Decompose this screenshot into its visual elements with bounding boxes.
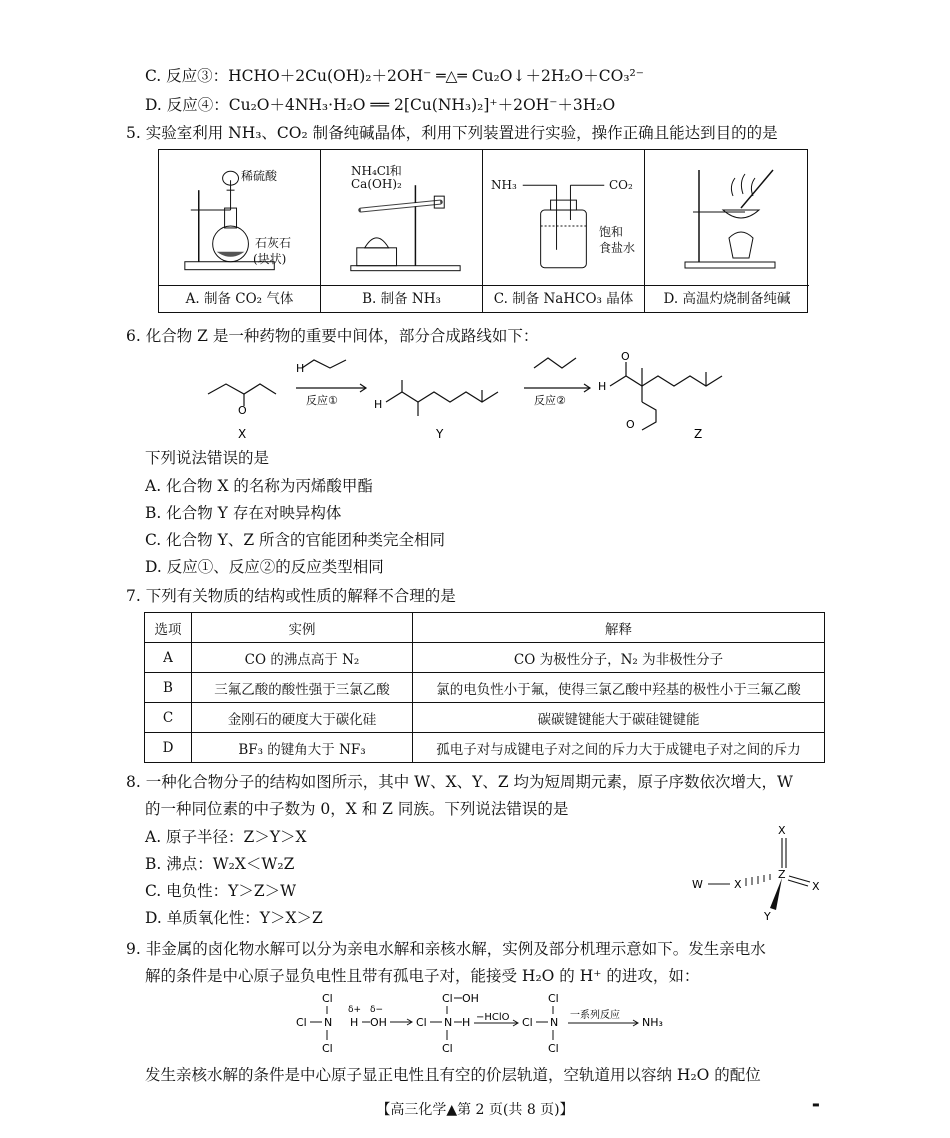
apparatus-d [645, 150, 809, 312]
evaporating-dish-icon [645, 150, 809, 287]
cell-option: D [145, 733, 192, 763]
caption-d: D. 高温灼烧制备纯碱 [645, 285, 809, 312]
atom-y: Y [764, 910, 771, 923]
q5-apparatus-table [158, 149, 808, 313]
label-limestone: 石灰石 [255, 236, 292, 250]
mech-delta-minus: δ− [370, 1005, 384, 1015]
y-aldehyde-h: H [374, 398, 383, 411]
label-saturated: 饱和 [599, 225, 624, 239]
label-dilute-sulfuric-acid: 稀硫酸 [241, 169, 278, 183]
mech-cl-bottom-2: Cl [442, 1042, 453, 1055]
table-row [145, 643, 825, 673]
q7-table [144, 612, 825, 763]
cell-explanation: 孤电子对与成键电子对之间的斥力大于成键电子对之间的斥力 [413, 733, 825, 763]
co2-generator-icon [159, 150, 320, 287]
table-row [145, 673, 825, 703]
cell-example: 金刚石的硬度大于碳化硅 [192, 703, 413, 733]
atom-w: W [692, 878, 703, 891]
mech-cl-top-3: Cl [548, 992, 559, 1005]
q9-mechanism [292, 990, 682, 1056]
mech-oh-1: OH [370, 1016, 387, 1029]
q6-synthesis-route [190, 346, 750, 446]
cell-example: 三氟乙酸的酸性强于三氯乙酸 [192, 673, 413, 703]
mech-cl-top-2: Cl [442, 992, 453, 1005]
atom-x-right: X [812, 880, 820, 893]
label-lump: (块状) [253, 252, 287, 266]
apparatus-c [483, 150, 645, 312]
atom-z: Z [778, 868, 786, 881]
q9-stem-3: 发生亲核水解的条件是中心原子显正电性且有空的价层轨道，空轨道用以容纳 H₂O 的配位 [145, 1066, 761, 1084]
label-nh3-inlet: NH₃ [491, 178, 517, 192]
mech-minus-hclo: −HClO [476, 1012, 510, 1023]
mech-n-2: N [444, 1016, 453, 1029]
mech-cl-left-1: Cl [296, 1016, 307, 1029]
aldehyde-h: H [296, 362, 305, 375]
mech-nh3: NH₃ [642, 1016, 663, 1029]
z-ketone-o: O [626, 418, 635, 431]
q6-stem: 6. 化合物 Z 是一种药物的重要中间体，部分合成路线如下： [126, 327, 539, 345]
mech-series-reactions: 一系列反应 [570, 1010, 620, 1021]
label-co2-inlet: CO₂ [609, 178, 633, 192]
q9-stem-2: 解的条件是中心原子显负电性且带有孤电子对，能接受 H₂O 的 H⁺ 的进攻，如： [145, 967, 700, 985]
q5-stem: 5. 实验室利用 NH₃、CO₂ 制备纯碱晶体，利用下列装置进行实验，操作正确且能达到目的的是 [126, 124, 778, 142]
table-row [145, 703, 825, 733]
q9-stem-1: 9. 非金属的卤化物水解可以分为亲电水解和亲核水解，实例及部分机理示意如下。发生亲电水 [126, 940, 766, 958]
q6-option-a: A. 化合物 X 的名称为丙烯酸甲酯 [145, 477, 373, 495]
q8-stem-1: 8. 一种化合物分子的结构如图所示，其中 W、X、Y、Z 均为短周期元素，原子序数依次增大，W [126, 773, 793, 791]
header-option: 选项 [145, 613, 192, 643]
q7-stem: 7. 下列有关物质的结构或性质的解释不合理的是 [126, 587, 456, 605]
table-row [145, 733, 825, 763]
mech-delta-plus: δ+ [348, 1005, 362, 1015]
q6-option-b: B. 化合物 Y 存在对映异构体 [145, 504, 342, 522]
cell-example: BF₃ 的键角大于 NF₃ [192, 733, 413, 763]
caption-b: B. 制备 NH₃ [321, 285, 482, 312]
atom-x-top: X [778, 824, 786, 837]
cell-explanation: 碳碳键键能大于碳硅键键能 [413, 703, 825, 733]
mech-n-3: N [550, 1016, 559, 1029]
q6-prompt: 下列说法错误的是 [145, 449, 270, 467]
label-y: Y [436, 427, 444, 441]
mech-n-1: N [324, 1016, 333, 1029]
x-carbonyl-o: O [238, 404, 247, 417]
mech-cl-bottom-1: Cl [322, 1042, 333, 1055]
label-nh4cl: NH₄Cl和 [351, 164, 402, 178]
mech-cl-left-3: Cl [522, 1016, 533, 1029]
option-d-reaction4: D. 反应④：Cu₂O＋4NH₃·H₂O ══ 2[Cu(NH₃)₂]⁺＋2OH⁻＋3H₂O [145, 96, 616, 114]
bubbler-bottle-icon [483, 150, 644, 287]
apparatus-a [159, 150, 321, 312]
option-c-reaction3: C. 反应③：HCHO＋2Cu(OH)₂＋2OH⁻ ═△═ Cu₂O↓＋2H₂O＋CO₃²⁻ [145, 67, 644, 85]
mech-h-1: H [350, 1016, 359, 1029]
z-aldehyde-h: H [598, 380, 607, 393]
q8-option-d: D. 单质氧化性：Y＞X＞Z [145, 909, 323, 927]
label-caoh2: Ca(OH)₂ [351, 177, 402, 191]
cell-option: C [145, 703, 192, 733]
cell-option: B [145, 673, 192, 703]
cell-explanation: 氯的电负性小于氟，使得三氯乙酸中羟基的极性小于三氟乙酸 [413, 673, 825, 703]
page-footer: 【高三化学▲第 2 页(共 8 页)】 [376, 1102, 574, 1118]
atom-x-left: X [734, 878, 742, 891]
label-x: X [238, 427, 247, 441]
label-brine: 食盐水 [599, 241, 636, 255]
q8-stem-2: 的一种同位素的中子数为 0，X 和 Z 同族。下列说法错误的是 [145, 800, 569, 818]
mech-cl-bottom-3: Cl [548, 1042, 559, 1055]
caption-c: C. 制备 NaHCO₃ 晶体 [483, 285, 644, 312]
q8-molecule-structure [690, 820, 830, 924]
q6-option-d: D. 反应①、反应②的反应类型相同 [145, 558, 384, 576]
z-aldehyde-o: O [621, 350, 630, 363]
mech-cl-left-2: Cl [416, 1016, 427, 1029]
cell-option: A [145, 643, 192, 673]
mech-cl-top-1: Cl [322, 992, 333, 1005]
header-explanation: 解释 [413, 613, 825, 643]
q8-option-b: B. 沸点：W₂X＜W₂Z [145, 855, 295, 873]
reaction-1-label: 反应① [306, 394, 338, 407]
caption-a: A. 制备 CO₂ 气体 [159, 285, 320, 312]
cell-explanation: CO 为极性分子，N₂ 为非极性分子 [413, 643, 825, 673]
q6-option-c: C. 化合物 Y、Z 所含的官能团种类完全相同 [145, 531, 446, 549]
q8-option-c: C. 电负性：Y＞Z＞W [145, 882, 297, 900]
apparatus-b [321, 150, 483, 312]
mech-h-2: H [462, 1016, 471, 1029]
header-example: 实例 [192, 613, 413, 643]
cell-example: CO 的沸点高于 N₂ [192, 643, 413, 673]
label-z: Z [694, 427, 703, 441]
reaction-2-label: 反应② [534, 394, 566, 407]
footer-mark: ▬ [812, 1100, 820, 1109]
q8-option-a: A. 原子半径：Z＞Y＞X [145, 828, 307, 846]
mech-oh-2: OH [462, 992, 479, 1005]
table-header-row [145, 613, 825, 643]
